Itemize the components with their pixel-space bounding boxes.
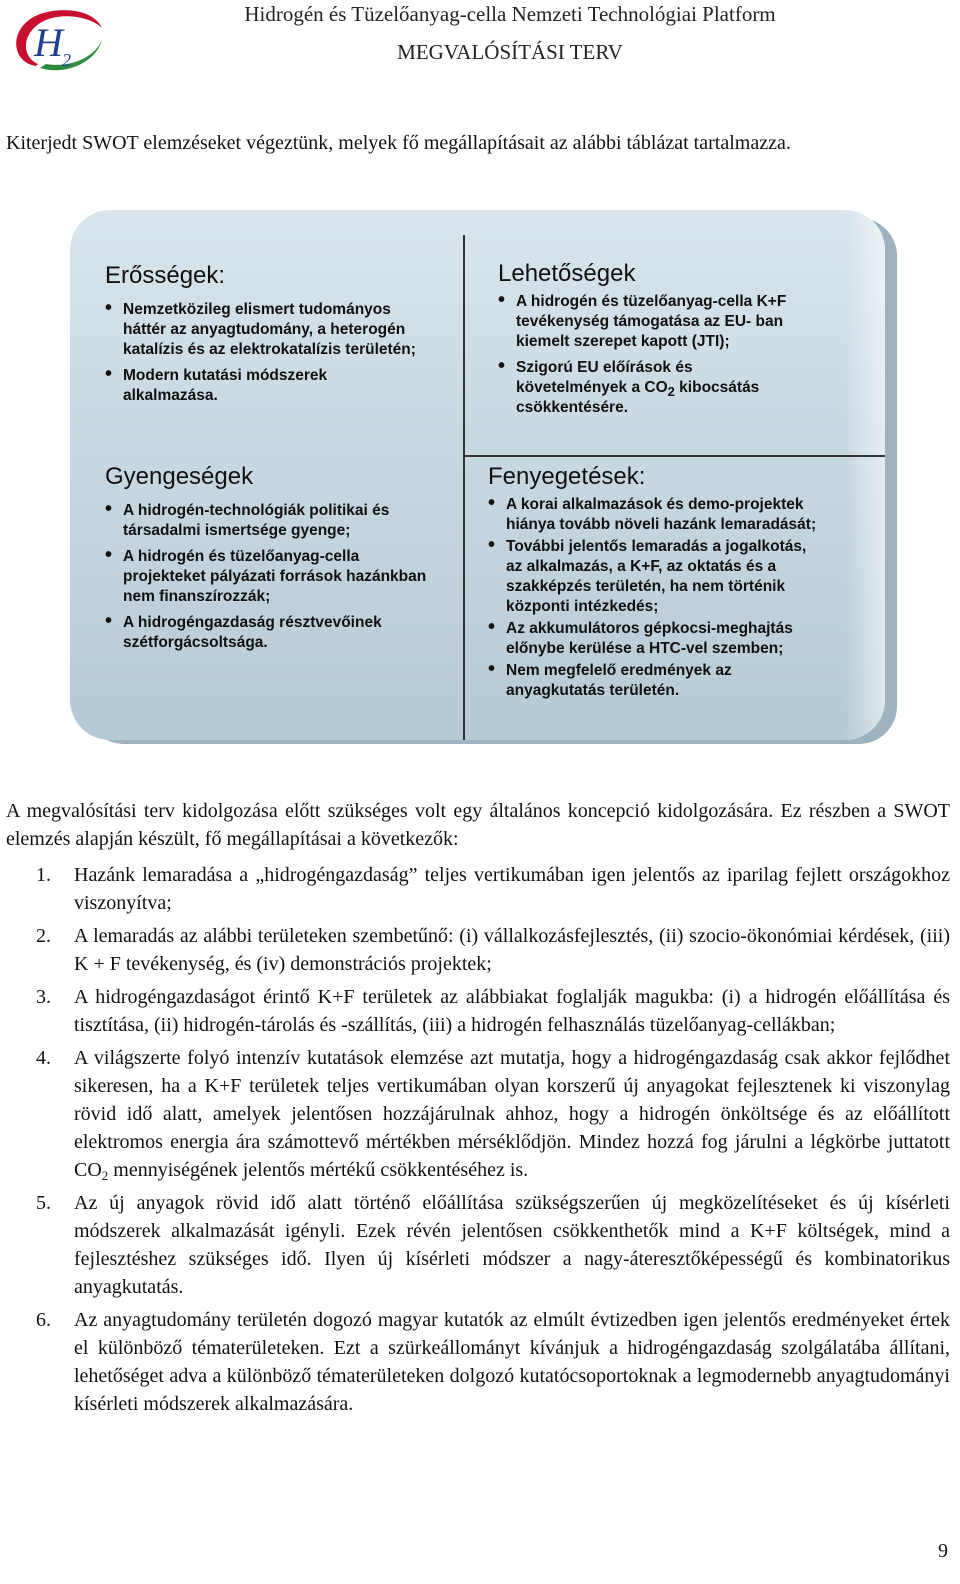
- swot-shade: [845, 210, 885, 740]
- opportunities-item-text: Szigorú EU előírások és követelmények a CO: [516, 359, 693, 396]
- list-text: A hidrogéngazdaságot érintő K+F területek az alábbiakat foglalják magukba: (i) a hidrogén előállítása és tisztítása, (ii) hidrogén-tárolás és -szállítás, (iii) a hidrogén felhasználás tüzelőanyag-cellákban;: [74, 986, 950, 1036]
- svg-text:2: 2: [62, 50, 71, 70]
- list-item: [6, 1189, 950, 1301]
- opportunities-item-text-end: kibocsátás csökkentésére.: [516, 379, 760, 416]
- weaknesses-item: • A hidrogén-technológiák politikai és társadalmi ismertsége gyenge;: [105, 501, 435, 541]
- list-text-end: mennyiségének jelentős mértékű csökkentéséhez is.: [108, 1159, 529, 1181]
- threats-item: • Az akkumulátoros gépkocsi-meghajtás előnybe kerülése a HTC-vel szemben;: [488, 619, 818, 659]
- list-item: [6, 1306, 950, 1418]
- list-item: [6, 1044, 950, 1184]
- swot-divider-vertical: [463, 235, 465, 740]
- list-item: [6, 983, 950, 1039]
- list-text: A lemaradás az alábbi területeken szembetűnő: (i) vállalkozásfejlesztés, (ii) szocio-ökonómiai kérdések, (iii) K + F tevékenység, és (iv) demonstrációs projektek;: [74, 925, 950, 975]
- header-title: Hidrogén és Tüzelőanyag-cella Nemzeti Technológiai Platform: [244, 2, 776, 26]
- strengths-item: • Nemzetközileg elismert tudományos háttér az anyagtudomány, a heterogén katalízis és az elektrokatalízis területén;: [105, 300, 425, 360]
- threats-item: • További jelentős lemaradás a jogalkotás, az alkalmazás, a K+F, az oktatás és a szakképzés területén, ha nem történik központi intézkedés;: [488, 537, 818, 617]
- list-number: 6.: [36, 1309, 51, 1331]
- list-text: A világszerte folyó intenzív kutatások elemzése azt mutatja, hogy a hidrogéngazdaság csak akkor fejlődhet sikeresen, ha a K+F területek teljes vertikumában olyan korszerű új anyagokat fejlesztenek ki viszonylag rövid idő alatt, amelyek jelentősen hozzájárulnak ahhoz, hogy a hidrogén önköltsége és az előállított elektromos energia ára számottevő mértékben mérséklődjön. Mindez hozzá fog járulni a légkörbe juttatott CO: [74, 1047, 950, 1181]
- list-text: Az új anyagok rövid idő alatt történő előállítása szükségszerűen új megközelítéseket és új kísérleti módszerek alkalmazását igényli. Ezek révén jelentősen csökkenthetők mind a K+F költségek, mind a fejlesztéshez szükséges idő. Ilyen új kísérleti módszer a nagy-áteresztőképességű és kombinatorikus anyagkutatás.: [74, 1192, 950, 1298]
- swot-table: [70, 210, 885, 740]
- list-number: 5.: [36, 1192, 51, 1214]
- list-number: 4.: [36, 1047, 51, 1069]
- swot-divider-horizontal: [463, 455, 885, 457]
- co2-subscript: 2: [667, 384, 675, 399]
- list-number: 3.: [36, 986, 51, 1008]
- swot-weaknesses: [105, 463, 435, 659]
- list-item: [6, 922, 950, 978]
- intro-text: Kiterjedt SWOT elemzéseket végeztünk, melyek fő megállapításait az alábbi táblázat tartalmazza.: [6, 132, 791, 154]
- threats-item: • A korai alkalmazások és demo-projektek hiánya tovább növeli hazánk lemaradását;: [488, 495, 818, 535]
- weaknesses-item: • A hidrogén és tüzelőanyag-cella projekteket pályázati források hazánkban nem finanszírozzák;: [105, 547, 435, 607]
- list-number: 2.: [36, 925, 51, 947]
- list-text: Az anyagtudomány területén dogozó magyar kutatók az elmúlt évtizedben igen jelentős eredményeket értek el különböző tématerületeken. Ezt a szürkeállományt kívánjuk a hidrogéngazdaság szolgálatába állítani, lehetőséget adva a különböző tématerületeken dolgozó kutatócsoportoknak a legmodernebb anyagtudományi kísérleti módszerek alkalmazására.: [74, 1309, 950, 1415]
- list-item: [6, 861, 950, 917]
- svg-text:H: H: [34, 20, 63, 65]
- findings-list: [6, 861, 950, 1423]
- threats-title: Fenyegetések:: [488, 463, 646, 490]
- header-subtitle: MEGVALÓSÍTÁSI TERV: [397, 40, 623, 64]
- swot-opportunities: [498, 260, 798, 424]
- list-text: Hazánk lemaradása a „hidrogéngazdaság” teljes vertikumában igen jelentős az iparilag fejlett országokhoz viszonyítva;: [74, 864, 950, 914]
- strengths-title: Erősségek:: [105, 262, 226, 289]
- opportunities-item: [498, 358, 798, 418]
- threats-item: • Nem megfelelő eredmények az anyagkutatás területén.: [488, 661, 818, 701]
- opportunities-item: • A hidrogén és tüzelőanyag-cella K+F tevékenység támogatása az EU- ban kiemelt szerepet kapott (JTI);: [498, 292, 798, 352]
- swot-strengths: [105, 262, 425, 412]
- swot-threats: [488, 463, 818, 703]
- weaknesses-title: Gyengeségek: [105, 463, 254, 490]
- weaknesses-item: • A hidrogéngazdaság résztvevőinek szétforgácsoltsága.: [105, 613, 435, 653]
- strengths-item: • Modern kutatási módszerek alkalmazása.: [105, 366, 425, 406]
- co2-subscript: 2: [101, 1168, 109, 1183]
- list-number: 1.: [36, 864, 51, 886]
- body-paragraph: A megvalósítási terv kidolgozása előtt szükséges volt egy általános koncepció kidolgozására. Ez részben a SWOT elemzés alapján készült, fő megállapításai a következők:: [6, 800, 950, 850]
- page-number: 9: [938, 1540, 948, 1562]
- opportunities-title: Lehetőségek: [498, 260, 636, 287]
